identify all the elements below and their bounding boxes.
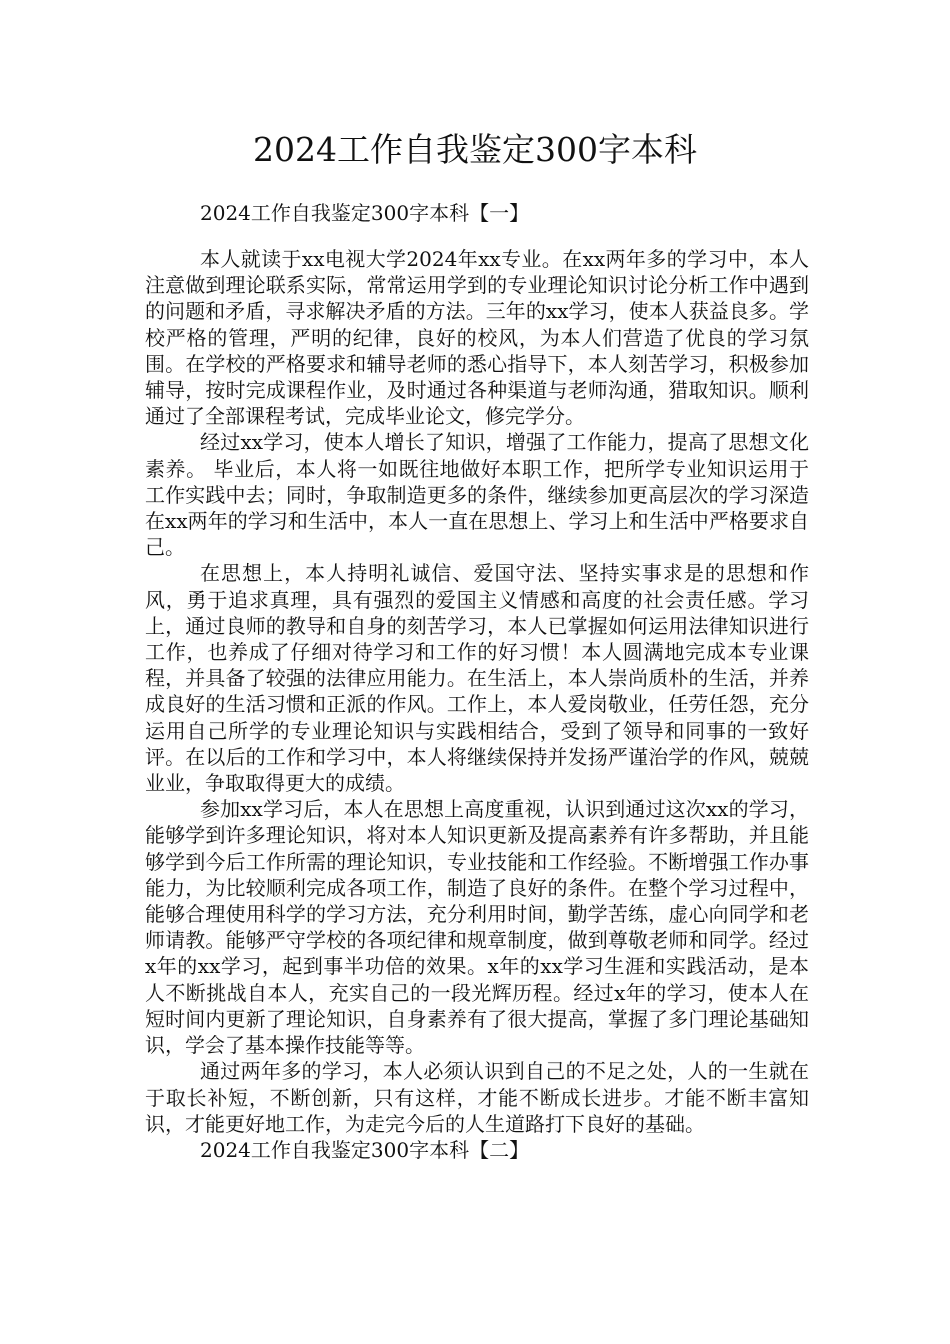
document-body (145, 246, 809, 1163)
section-heading-one: 2024工作自我鉴定300字本科【一】 (200, 201, 530, 225)
document-title: 2024工作自我鉴定300字本科 (253, 130, 697, 169)
paragraph: 参加xx学习后，本人在思想上高度重视，认识到通过这次xx的学习，能够学到许多理论知识，将对本人知识更新及提高素养有许多帮助，并且能够学到今后工作所需的理论知识，专业技能和工作经验。不断增强工作办事能力，为比较顺利完成各项工作，制造了良好的条件。在整个学习过程中，能够合理使用科学的学习方法，充分利用时间，勤学苦练，虚心向同学和老师请教。能够严守学校的各项纪律和规章制度，做到尊敬老师和同学。经过x年的xx学习，起到事半功倍的效果。x年的xx学习生涯和实践活动，是本人不断挑战自本人，充实自己的一段光辉历程。经过x年的学习，使本人在短时间内更新了理论知识，自身素养有了很大提高，掌握了多门理论基础知识，学会了基本操作技能等等。 (145, 797, 809, 1058)
paragraph: 经过xx学习，使本人增长了知识，增强了工作能力，提高了思想文化素养。 毕业后，本人将一如既往地做好本职工作，把所学专业知识运用于工作实践中去；同时，争取制造更多的条件，继续参加更高层次的学习深造在xx两年的学习和生活中，本人一直在思想上、学习上和生活中严格要求自己。 (145, 430, 809, 560)
section-heading-two: 2024工作自我鉴定300字本科【二】 (200, 1137, 530, 1162)
paragraph: 在思想上，本人持明礼诚信、爱国守法、坚持实事求是的思想和作风，勇于追求真理，具有强烈的爱国主义情感和高度的社会责任感。学习上，通过良师的教导和自身的刻苦学习，本人已掌握如何运用法律知识进行工作，也养成了仔细对待学习和工作的好习惯！本人圆满地完成本专业课程，并具备了较强的法律应用能力。在生活上，本人崇尚质朴的生活，并养成良好的生活习惯和正派的作风。工作上，本人爱岗敬业，任劳任怨，充分运用自己所学的专业理论知识与实践相结合，受到了领导和同事的一致好评。在以后的工作和学习中，本人将继续保持并发扬严谨治学的作风，兢兢业业，争取取得更大的成绩。 (145, 561, 809, 796)
paragraph: 通过两年多的学习，本人必须认识到自己的不足之处，人的一生就在于取长补短，不断创新，只有这样，才能不断成长进步。才能不断丰富知识，才能更好地工作，为走完今后的人生道路打下良好的基础。 (145, 1059, 809, 1136)
paragraph: 本人就读于xx电视大学2024年xx专业。在xx两年多的学习中，本人注意做到理论联系实际，常常运用学到的专业理论知识讨论分析工作中遇到的问题和矛盾，寻求解决矛盾的方法。三年的xx学习，使本人获益良多。学校严格的管理，严明的纪律，良好的校风，为本人们营造了优良的学习氛围。在学校的严格要求和辅导老师的悉心指导下，本人刻苦学习，积极参加辅导，按时完成课程作业，及时通过各种渠道与老师沟通，猎取知识。顺利通过了全部课程考试，完成毕业论文，修完学分。 (145, 247, 809, 429)
